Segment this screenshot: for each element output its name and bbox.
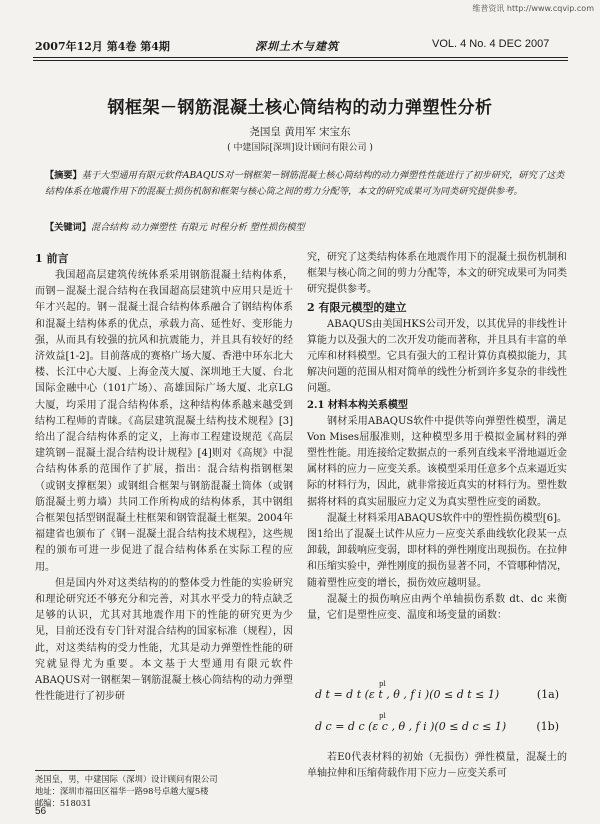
paragraph: 究，研究了这类结构体系在地震作用下的混凝土损伤机制和框架与核心筒之间的剪力分配等，本文的研究成果可为同类研究提供参考。 — [307, 252, 567, 296]
journal-issue-info: 2007年12月 第4卷 第4期 — [35, 40, 170, 53]
equation-1b — [307, 712, 567, 742]
paragraph: 混凝土材料采用ABAQUS软件中的塑性损伤模型[6]。图1给出了混凝土试件从应力－应变关系曲线软化段某一点卸载，卸载响应变弱，即材料的弹性刚度出现损伤。在拉伸和压缩实验中，弹性刚度的损伤显著不同，不管哪种情况，随着塑性应变的增长，损伤效应越明显。 — [307, 512, 567, 589]
equation-1a — [307, 680, 567, 710]
paragraph: 若E0代表材料的初始（无损伤）弹性模量，混凝土的单轴拉伸和压缩荷载作用下应力－应变关系可 — [307, 752, 567, 780]
footnote-line: 尧国皇，男，中建国际（深圳）设计顾问有限公司 — [35, 774, 218, 784]
equation-number: (1a) — [536, 688, 559, 701]
section-2-1-heading: 2.1 材料本构关系模型 — [307, 399, 408, 411]
paragraph: 混凝土的损伤响应由两个单轴损伤系数 dt、dc 来衡量，它们是塑性应变、温度和场变量的函数： — [307, 593, 567, 622]
header-rule — [33, 57, 568, 58]
paragraph: 我国超高层建筑传统体系采用钢筋混凝土结构体系，而钢－混凝土混合结构在我国超高层建筑中应用只是近十年才兴起的。钢－混凝土混合结构体系融合了钢结构体系和混凝土结构体系的优点，承载力高、延性好、变形能力强，从而具有较强的抗风和抗震能力，并且具有较好的经济效益[1-2]。目前落成的赛格广场大厦、香港中环东北大楼、长江中心大厦、上海金茂大厦、深圳地王大厦、台北国际金融中心（101广场）、高雄国际广场大厦、北京LG大厦，均采用了混合结构体系，这种结构体系越来越受到结构工程师的青睐。《高层建筑混凝土结构技术规程》[3]给出了混合结构体系的定义，上海市工程建设规范《高层建筑钢－混凝土混合结构设计规程》[4]则对《高规》中混合结构体系的范围作了扩展，指出：混合结构指钢框架（或钢支撑框架）或钢组合框架与钢筋混凝土筒体（或钢筋混凝土剪力墙）共同工作所构成的结构体系，其中钢组合框架包括型钢混凝土柱框架和钢管混凝土框架。2004年福建省也颁布了《钢－混凝土混合结构技术规程》，这些规程的颁布可进一步促进了混合结构体系在实际工程的应用。 — [35, 270, 293, 573]
paragraph: 钢材采用ABAQUS软件中提供等向弹塑性模型，满足Von Mises屈服准则，这种模型多用于模拟金属材料的弹塑性性能。用连接给定数据点的一系列直线来平滑地逼近金属材料的应力－应变关系。该模型采用任意多个点来逼近实际的材料行为，因此，就非常接近真实的材料行为。塑性数据将材料的真实屈服应力定义为真实塑性应变的函数。 — [307, 415, 567, 508]
abstract — [45, 168, 565, 200]
section-1-heading: 1 前言 — [35, 252, 69, 265]
footnote-line: 地址：深圳市福田区福华一路98号卓越大厦5楼 — [35, 786, 209, 796]
footnote-line: 邮编：518031 — [35, 798, 92, 808]
eq-superscript: pl — [379, 712, 386, 720]
abstract-label: 【摘要】 — [45, 170, 82, 181]
section-2-heading: 2 有限元模型的建立 — [307, 300, 407, 314]
journal-volume-info: VOL. 4 No. 4 DEC 2007 — [432, 38, 550, 50]
right-column — [307, 250, 567, 624]
author-footnote — [35, 773, 295, 809]
page-number: 56 — [35, 806, 47, 817]
watermark: 维普资讯 http://www.cqvip.com — [472, 4, 594, 13]
footnote-rule — [35, 770, 135, 771]
authors: 尧国皇 黄用军 宋宝东 — [249, 126, 351, 138]
abstract-text: 基于大型通用有限元软件ABAQUS对一钢框架－钢筋混凝土核心筒结构的动力弹塑性性能进行了初步研究，研究了这类结构体系在地震作用下的混凝土损伤机制和框架与核心筒之间的剪力分配等，本文的研究成果可为同类研究提供参考。 — [45, 170, 565, 197]
left-column — [35, 250, 293, 705]
equation-number: (1b) — [536, 720, 559, 733]
equation-body: d t = d t (ε t , θ , f i )(0 ≤ d t ≤ 1) — [315, 688, 500, 701]
eq-superscript: pl — [379, 680, 386, 688]
right-column-tail — [307, 750, 567, 782]
keywords — [45, 219, 565, 233]
paragraph: 但是国内外对这类结构的的整体受力性能的实验研究和理论研究还不够充分和完善，对其水平受力的特点缺乏足够的认识，尤其对其地震作用下的性能的研究更为少见，目前还没有专门针对混合结构的国家标准（规程），因此，对这类结构的受力性能，尤其是动力弹塑性性能的研究就显得尤为重要。本文基于大型通用有限元软件ABAQUS对一钢框架－钢筋混凝土核心筒结构的动力弹塑性性能进行了初步研 — [35, 577, 293, 703]
paper-title: 钢框架－钢筋混凝土核心筒结构的动力弹塑性分析 — [107, 98, 493, 118]
journal-name: 深圳土木与建筑 — [255, 40, 339, 53]
paragraph: ABAQUS由美国HKS公司开发，以其优异的非线性计算能力以及强大的二次开发功能而著称，并且具有丰富的单元库和材料模型。它具有强大的工程计算仿真模拟能力，其解决问题的范围从相对简单的线性分析到许多复杂的非线性问题。 — [307, 318, 567, 395]
keywords-text: 混合结构 动力弹塑性 有限元 时程分析 塑性损伤模型 — [90, 222, 305, 233]
keywords-label: 【关键词】 — [45, 222, 91, 233]
header-rule-thin — [33, 60, 568, 61]
equation-body: d c = d c (ε c , θ , f i )(0 ≤ d c ≤ 1) — [315, 720, 507, 733]
affiliation: ( 中建国际[深圳]设计顾问有限公司 ) — [227, 143, 373, 153]
